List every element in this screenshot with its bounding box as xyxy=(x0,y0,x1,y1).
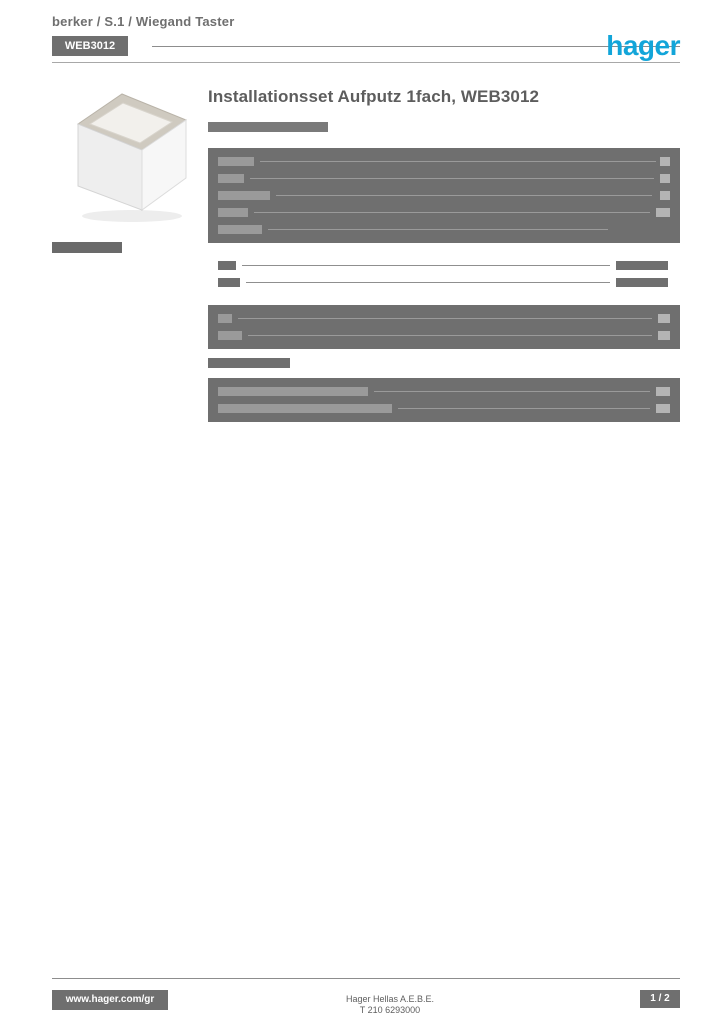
product-image xyxy=(52,78,204,238)
product-content xyxy=(208,86,680,431)
footer-company-info xyxy=(300,994,480,1016)
spec-row xyxy=(208,259,680,272)
spec-leader xyxy=(276,195,652,196)
spec-row xyxy=(208,402,680,415)
spec-key xyxy=(218,261,236,270)
spec-row xyxy=(208,189,680,202)
product-caption xyxy=(52,242,122,253)
spec-value xyxy=(656,404,670,413)
spec-leader xyxy=(250,178,654,179)
spec-row xyxy=(208,329,680,342)
footer-company-name: Hager Hellas A.E.B.E. xyxy=(345,994,435,1004)
spec-leader xyxy=(248,335,652,336)
spec-leader xyxy=(398,408,650,409)
spec-leader xyxy=(268,229,608,230)
spec-key xyxy=(218,174,244,183)
spec-value xyxy=(660,157,670,166)
header-divider xyxy=(152,46,680,47)
spec-leader xyxy=(374,391,650,392)
spec-value xyxy=(660,174,670,183)
spec-row xyxy=(208,172,680,185)
spec-key xyxy=(218,314,232,323)
spec-block xyxy=(208,378,680,422)
spec-value xyxy=(658,331,670,340)
spec-key xyxy=(218,387,368,396)
spec-key xyxy=(218,208,248,217)
spec-row xyxy=(208,206,680,219)
spec-block xyxy=(208,252,680,296)
spec-leader xyxy=(242,265,610,266)
spec-value xyxy=(660,191,670,200)
spec-value xyxy=(658,314,670,323)
page-header xyxy=(52,14,680,61)
spec-block xyxy=(208,305,680,349)
spec-leader xyxy=(238,318,652,319)
footer-company-phone: T 210 6293000 xyxy=(359,1005,421,1015)
spec-leader xyxy=(246,282,610,283)
spec-row xyxy=(208,276,680,289)
spec-key xyxy=(218,191,270,200)
reference-badge: WEB3012 xyxy=(52,36,128,56)
footer-divider xyxy=(52,978,680,979)
page-number: 1 / 2 xyxy=(640,990,680,1008)
spec-key xyxy=(218,331,242,340)
header-bottom-divider xyxy=(52,62,680,63)
spec-key xyxy=(218,225,262,234)
spec-block xyxy=(208,148,680,243)
spec-row xyxy=(208,223,680,236)
spec-row xyxy=(208,312,680,325)
page-title: Installationsset Aufputz 1fach, WEB3012 xyxy=(208,87,540,106)
spec-value xyxy=(656,208,670,217)
spec-row xyxy=(208,385,680,398)
spec-row xyxy=(208,155,680,168)
spec-key xyxy=(218,404,392,413)
section-subtitle xyxy=(208,122,328,132)
spec-key xyxy=(218,278,240,287)
section-heading xyxy=(208,358,290,368)
spec-leader xyxy=(260,161,656,162)
spec-value xyxy=(656,387,670,396)
footer-website-link[interactable]: www.hager.com/gr xyxy=(52,990,168,1010)
product-illustration xyxy=(60,86,200,226)
cube-icon xyxy=(60,86,200,226)
spec-value xyxy=(616,278,668,287)
spec-value xyxy=(616,261,668,270)
breadcrumb: berker / S.1 / Wiegand Taster xyxy=(52,14,235,29)
spec-leader xyxy=(254,212,650,213)
spec-key xyxy=(218,157,254,166)
hager-logo: hager xyxy=(606,30,680,61)
